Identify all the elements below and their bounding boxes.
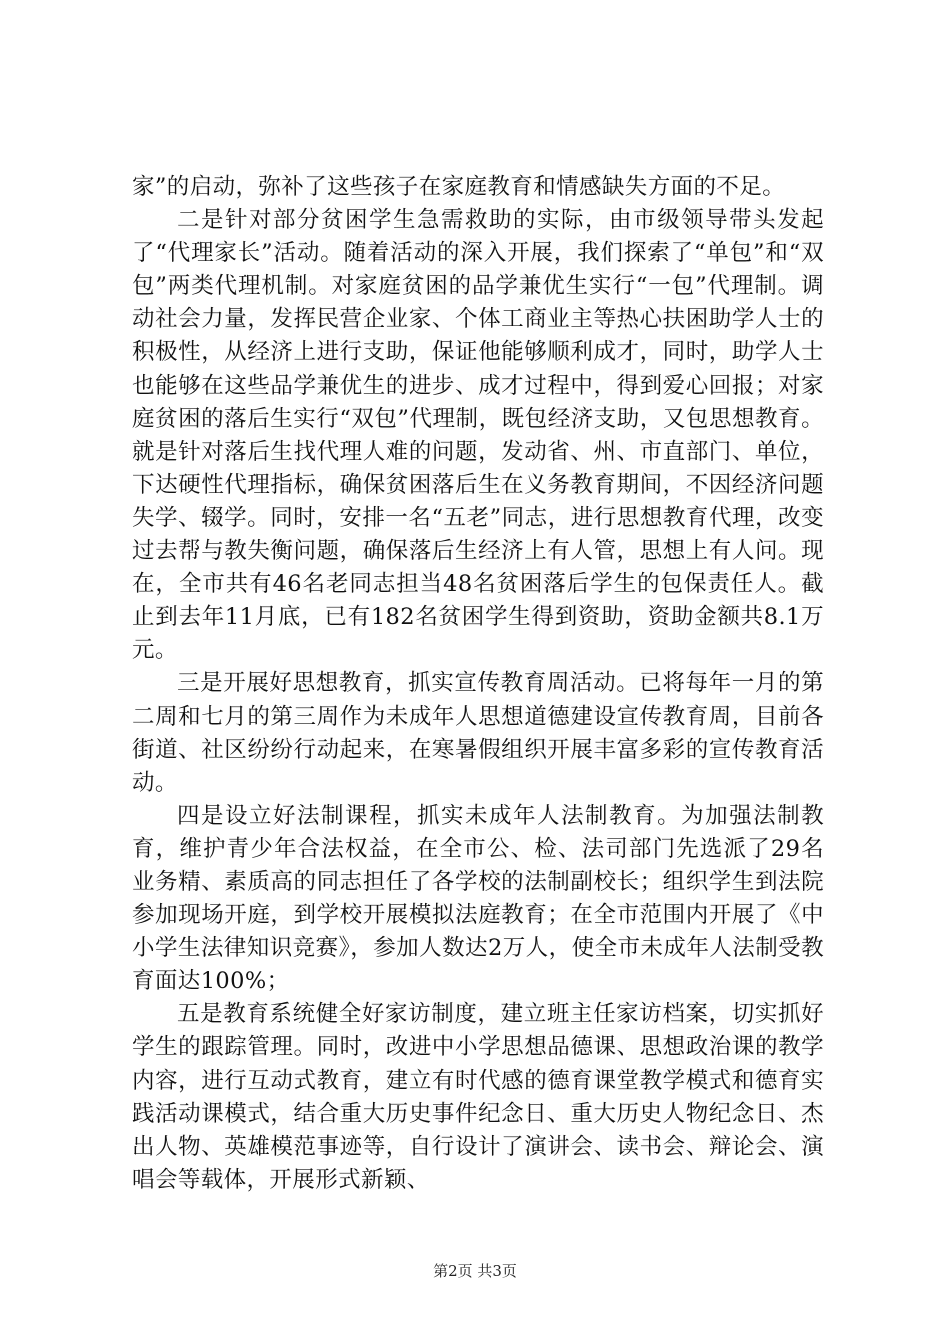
- document-body: [132, 171, 824, 1197]
- paragraph-2: 二是针对部分贫困学生急需救助的实际，由市级领导带头发起了“代理家长”活动。随着活动的深入开展，我们探索了“单包”和“双包”两类代理机制。对家庭贫困的品学兼优生实行“一包”代理制。调动社会力量，发挥民营企业家、个体工商业主等热心扶困助学人士的积极性，从经济上进行支助，保证他能够顺利成才，同时，助学人士也能够在这些品学兼优生的进步、成才过程中，得到爱心回报；对家庭贫困的落后生实行“双包”代理制，既包经济支助，又包思想教育。就是针对落后生找代理人难的问题，发动省、州、市直部门、单位，下达硬性代理指标，确保贫困落后生在义务教育期间，不因经济问题失学、辍学。同时，安排一名“五老”同志，进行思想教育代理，改变过去帮与教失衡问题，确保落后生经济上有人管，思想上有人问。现在，全市共有46名老同志担当48名贫困落后学生的包保责任人。截止到去年11月底，已有182名贫困学生得到资助，资助金额共8.1万元。: [132, 207, 824, 664]
- paragraph-1: 家”的启动，弥补了这些孩子在家庭教育和情感缺失方面的不足。: [132, 174, 786, 200]
- paragraph-4: 四是设立好法制课程，抓实未成年人法制教育。为加强法制教育，维护青少年合法权益，在全市公、检、法司部门先选派了29名业务精、素质高的同志担任了各学校的法制副校长；组织学生到法院参加现场开庭，到学校开展模拟法庭教育；在全市范围内开展了《中小学生法律知识竞赛》，参加人数达2万人，使全市未成年人法制受教育面达100%；: [132, 802, 824, 995]
- page-number-footer: 第2页 共3页: [433, 1262, 517, 1280]
- paragraph-3: 三是开展好思想教育，抓实宣传教育周活动。已将每年一月的第二周和七月的第三周作为未成年人思想道德建设宣传教育周，目前各街道、社区纷纷行动起来，在寒暑假组织开展丰富多彩的宣传教育活动。: [132, 670, 824, 796]
- paragraph-5: 五是教育系统健全好家访制度，建立班主任家访档案，切实抓好学生的跟踪管理。同时，改进中小学思想品德课、思想政治课的教学内容，进行互动式教育，建立有时代感的德育课堂教学模式和德育实践活动课模式，结合重大历史事件纪念日、重大历史人物纪念日、杰出人物、英雄模范事迹等，自行设计了演讲会、读书会、辩论会、演唱会等载体，开展形式新颖、: [132, 1001, 824, 1193]
